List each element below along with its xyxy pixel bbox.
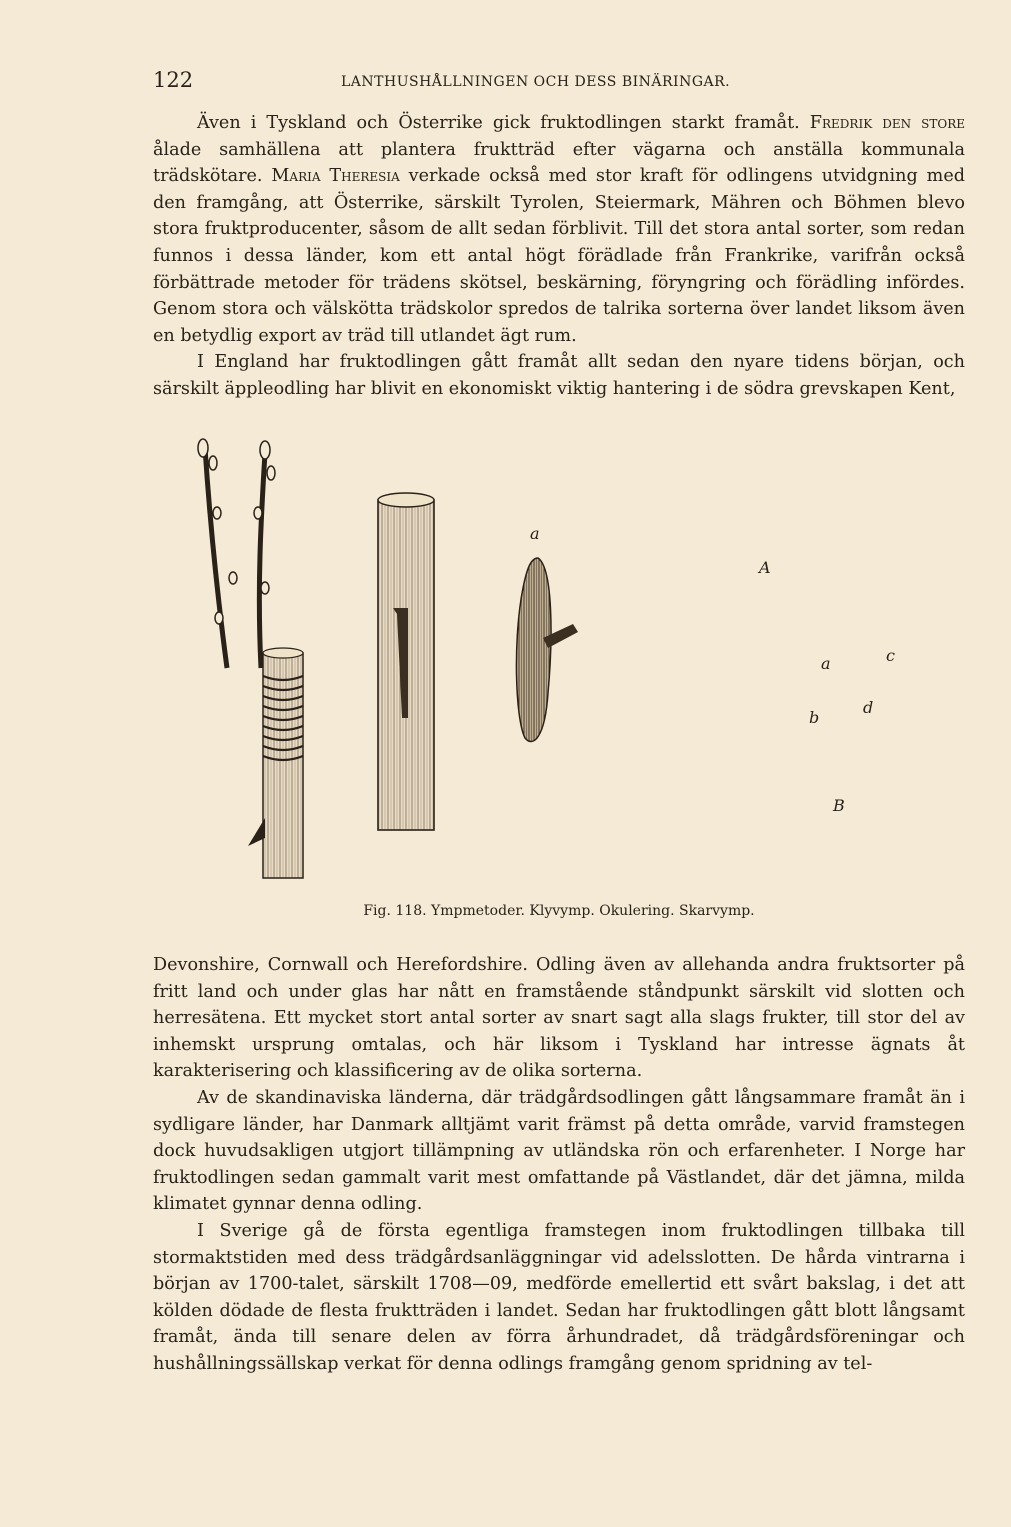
page-header	[153, 68, 965, 96]
label-b: b	[809, 708, 820, 727]
text-run: med den framgång, att Österrike, särskilt Tyrolen, Steiermark, Mähren och Böhmen blevo stora fruktproducenter, såsom de allt sedan förblivit. Till det stora antal sorter, som redan funnos i dessa länder, kom ett antal högt förädlade från Frankrike, varifrån också förbättrade metoder för trädens skötsel, beskärning, föryngring och förädling infördes. Genom stora och välskötta trädskolor spredos de talrika sorterna över landet liksom även en betydlig export av träd till utlandet ägt rum.	[153, 166, 965, 346]
figure-caption: Fig. 118. Ympmetoder. Klyvymp. Okulering. Skarvymp.	[363, 903, 755, 919]
text-run: ålade samhällena att plantera fruktträd efter vägarna och anställa kommunala	[153, 139, 965, 160]
text-run: Även i Tyskland och Österrike gick fruktodlingen starkt framåt.	[197, 113, 810, 133]
paragraph-england-cont: Devonshire, Cornwall och Herefordshire. Odling även av allehanda andra fruktsorter på fritt land och under glas har nått en framstående ståndpunkt särskilt vid slotten och herresätena. Ett mycket stort antal sorter av snart sagt alla slags frukter, till stor del av inhemskt ursprung omtalas, och här liksom i Tyskland har intresse ägnats åt karakterisering och klassificering av de olika sorterna.	[153, 955, 965, 1082]
label-B: B	[833, 796, 845, 815]
grafting-illustration	[153, 418, 965, 892]
paragraph-sweden: I Sverige gå de första egentliga framstegen inom fruktodlingen tillbaka till stormaktstiden med dess trädgårdsanläggningar vid adelsslotten. De hårda vintrarna i början av 1700-talet, särskilt 1708—09, medförde emellertid ett svårt bakslag, i det att kölden dödade de flesta fruktträden i landet. Sedan har fruktodlingen gått blott långsamt framåt, ända till senare delen av förra århundradet, då trädgårdsföreningar och hushållningssällskap verkat för denna odlings framgång genom spridning av tel-	[153, 1220, 965, 1374]
text-run: verkade också med stor kraft för odlingens utvidgning	[399, 166, 918, 187]
paragraph-england: I England har fruktodlingen gått framåt allt sedan den nyare tidens början, och särskilt äppleodling har blivit en ekonomiskt viktig hantering i de södra grevskapen Kent,	[153, 352, 965, 399]
bud-shield-drawing	[516, 558, 578, 742]
running-title: LANTHUSHÅLLNINGEN OCH DESS BINÄRINGAR.	[341, 74, 731, 90]
label-A: A	[759, 558, 771, 577]
figure-grafting-methods	[153, 418, 965, 892]
name-fredrik: Fredrik den	[809, 113, 912, 133]
label-a-bud: a	[530, 524, 540, 543]
text-block-top	[153, 110, 965, 403]
label-a-scion: a	[821, 654, 831, 673]
cleft-graft-drawing	[198, 439, 303, 878]
name-store: store	[921, 113, 965, 133]
page-number: 122	[153, 68, 194, 92]
text-block-bottom	[153, 952, 965, 1378]
paragraph-germany	[153, 110, 965, 349]
label-c: c	[886, 646, 895, 665]
split-stock-drawing	[378, 493, 434, 830]
name-maria-theresia: Maria Theresia	[271, 166, 400, 187]
text-run: trädskötare.	[153, 166, 272, 187]
label-d: d	[863, 698, 874, 717]
paragraph-scandinavia: Av de skandinaviska länderna, där trädgårdsodlingen gått långsammare framåt än i sydligare länder, har Danmark alltjämt varit främst på detta område, varvid framstegen dock huvudsakligen utgjort tillämpning av utländska rön och erfarenheter. I Norge har fruktodlingen sedan gammalt varit mest omfattande på Västlandet, där det jämna, milda klimatet gynnar denna odling.	[153, 1087, 965, 1215]
